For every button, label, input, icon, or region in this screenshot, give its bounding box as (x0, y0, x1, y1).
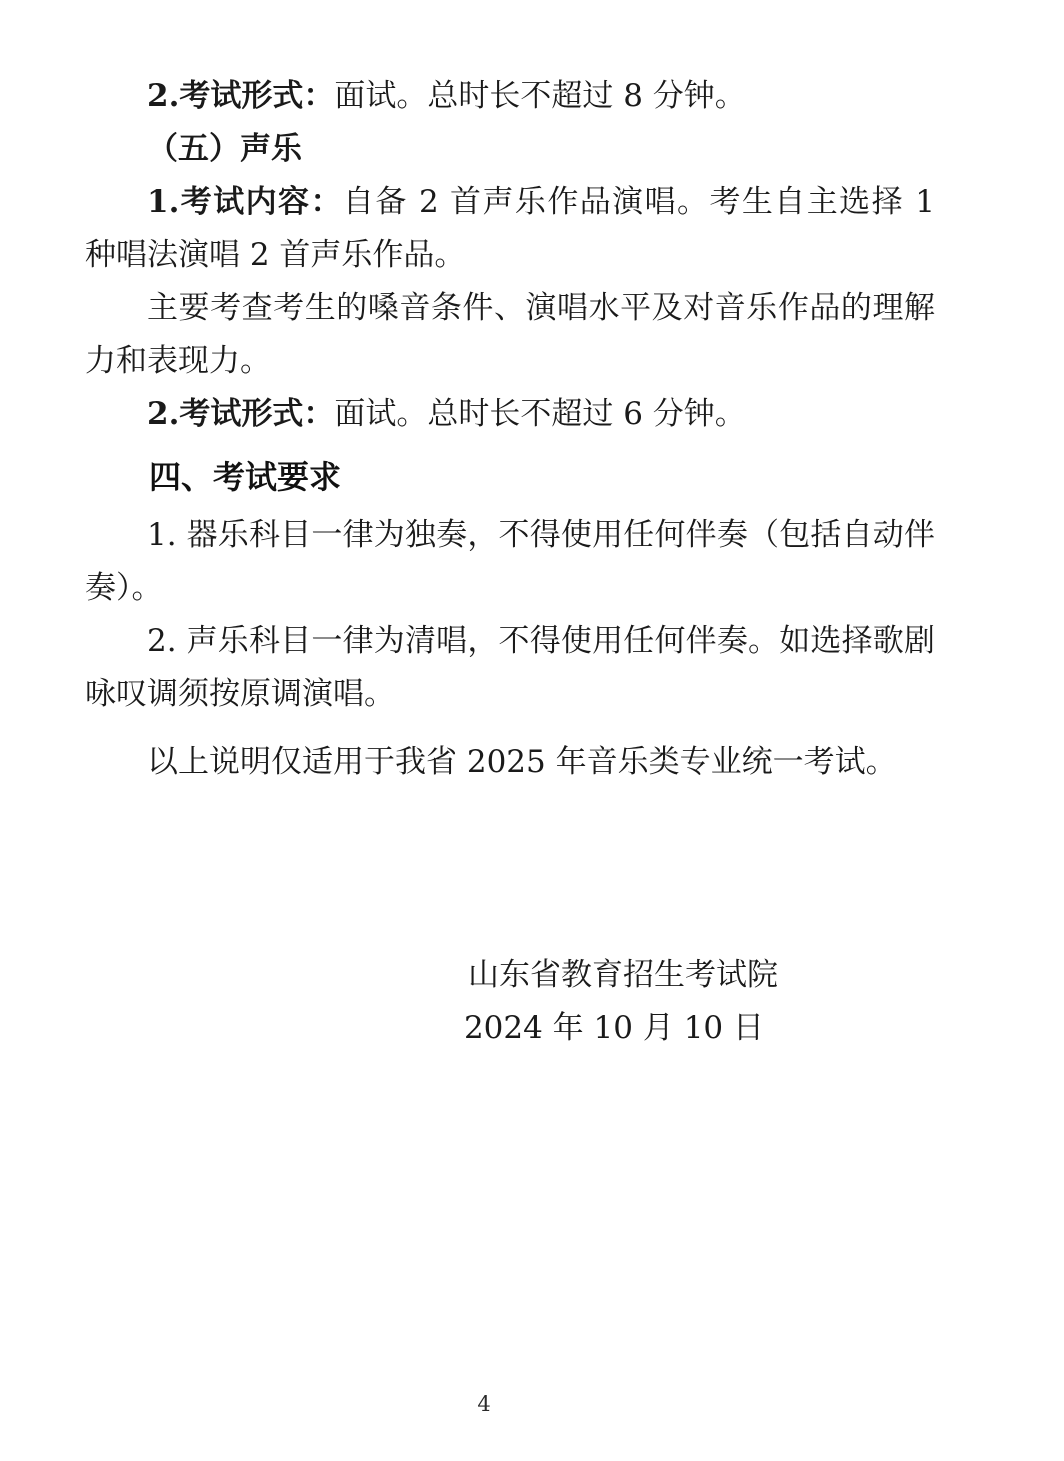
signature-date: 2024 年 10 月 10 日 (463, 1010, 764, 1046)
paragraph-exam-form-8min (85, 70, 935, 123)
exam-form-text: 面试。总时长不超过 8 分钟。 (334, 78, 746, 114)
paragraph-requirement-1 (85, 509, 935, 615)
section-heading-vocal (85, 123, 935, 176)
exam-form-label: 2.考试形式： (147, 78, 335, 114)
exam-form-text: 面试。总时长不超过 6 分钟。 (334, 396, 746, 432)
page-number: 4 (477, 1392, 491, 1416)
section-heading-requirements: 四、考试要求 (149, 458, 342, 496)
paragraph-exam-focus (85, 282, 935, 388)
exam-content-text: 自备 2 首声乐作品演唱。考生自主选择 1 种唱法演唱 2 首声乐作品。 (85, 184, 935, 273)
requirement-2-text: 2. 声乐科目一律为清唱，不得使用任何伴奏。如选择歌剧咏叹调须按原调演唱。 (85, 623, 935, 712)
paragraph-exam-form-6min (85, 388, 935, 441)
closing-statement-text: 以上说明仅适用于我省 2025 年音乐类专业统一考试。 (147, 744, 897, 780)
exam-form-label: 2.考试形式： (147, 396, 335, 432)
paragraph-closing-statement (85, 736, 935, 789)
exam-focus-text: 主要考查考生的嗓音条件、演唱水平及对音乐作品的理解力和表现力。 (85, 290, 935, 379)
paragraph-requirement-2 (85, 615, 935, 721)
exam-content-label: 1.考试内容： (147, 184, 343, 220)
section-heading-vocal-label: （五）声乐 (147, 131, 302, 167)
paragraph-exam-content (85, 176, 935, 282)
requirement-1-text: 1. 器乐科目一律为独奏，不得使用任何伴奏（包括自动伴奏）。 (85, 517, 935, 606)
signature-block (85, 949, 935, 1055)
page-footer (85, 1389, 935, 1419)
signature-issuer: 山东省教育招生考试院 (468, 957, 778, 993)
